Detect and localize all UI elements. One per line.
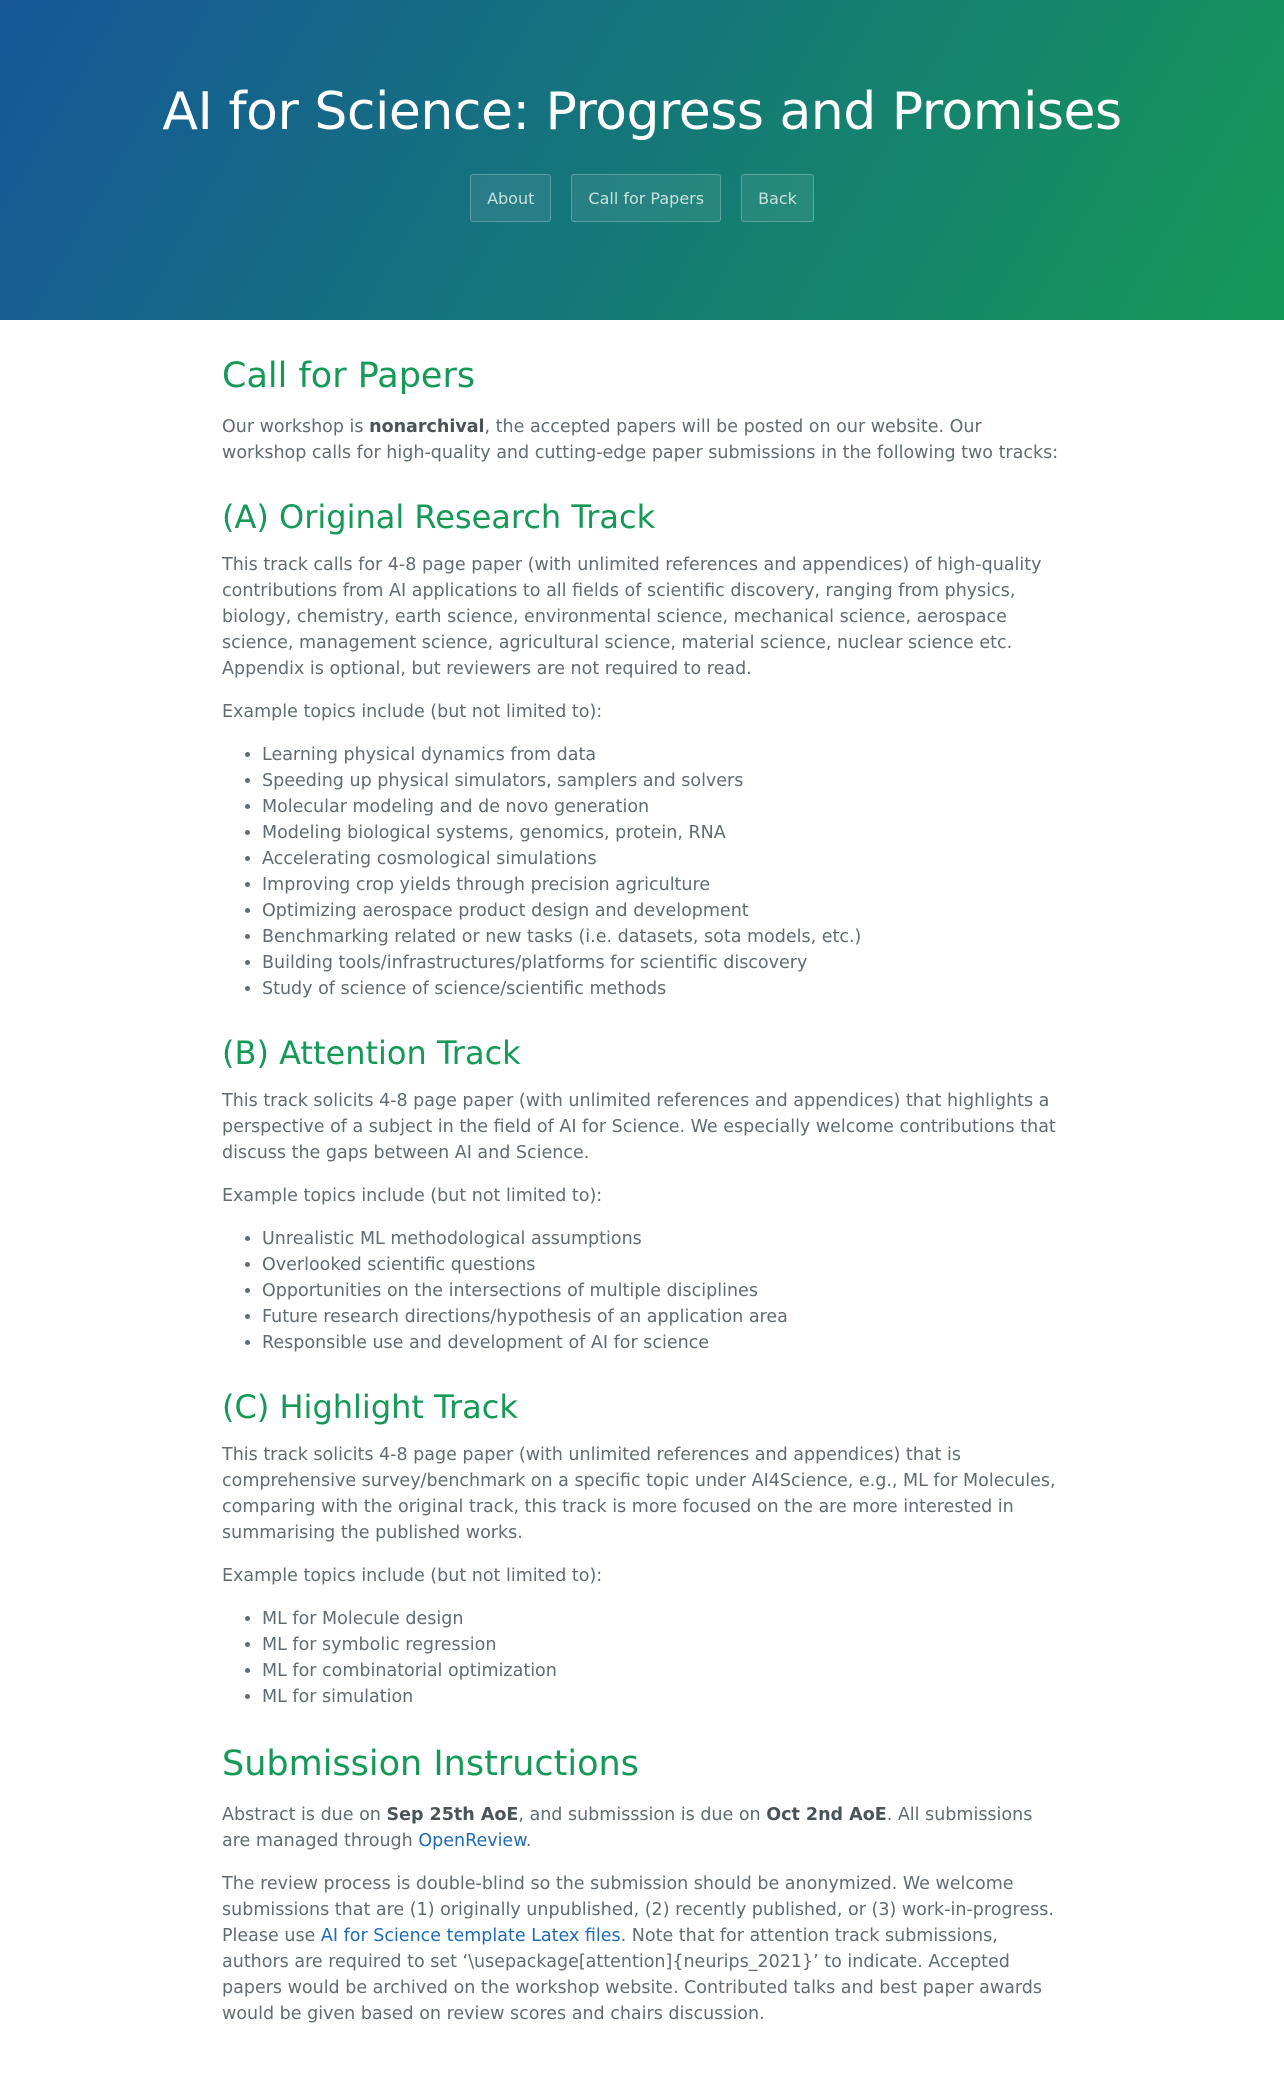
review-text: The review process is double-blind so the submission should be anonymized. We welcome submissions that are (1) originally unpublished, (2) recently published, or (3) work-in-progress. Please use xyxy=(222,1874,1054,1946)
list-item: • Molecular modeling and de novo generation xyxy=(262,794,1062,820)
nav-back-button[interactable]: Back xyxy=(741,174,814,222)
list-item: • Speeding up physical simulators, samplers and solvers xyxy=(262,768,1062,794)
list-item: • Benchmarking related or new tasks (i.e. datasets, sota models, etc.) xyxy=(262,924,1062,950)
header-nav xyxy=(0,174,1284,222)
list-item: • Optimizing aerospace product design and development xyxy=(262,898,1062,924)
nav-about-button[interactable]: About xyxy=(470,174,551,222)
list-item: • Study of science of science/scientific methods xyxy=(262,976,1062,1002)
review-process xyxy=(222,1871,1062,2027)
list-item: • Improving crop yields through precision agriculture xyxy=(262,872,1062,898)
deadline-text: Abstract is due on xyxy=(222,1805,387,1825)
track-c-topics-list xyxy=(222,1606,1062,1710)
review-text-2: . Note that for attention track submissions, authors are required to set ‘\usepackage[attention]{neurips_2021}’ to indicate. Accepted papers would be archived on the workshop website. Contributed talks and best paper awards would be given based on review scores and chairs discussion. xyxy=(222,1926,1043,2024)
list-item: • Opportunities on the intersections of multiple disciplines xyxy=(262,1278,1062,1304)
list-item: • Overlooked scientific questions xyxy=(262,1252,1062,1278)
nav-call-for-papers-button[interactable]: Call for Papers xyxy=(571,174,721,222)
cfp-intro-bold: nonarchival xyxy=(369,417,485,437)
deadline-text-2: , and submisssion is due on xyxy=(518,1805,767,1825)
list-item: • ML for symbolic regression xyxy=(262,1632,1062,1658)
list-item: • ML for combinatorial optimization xyxy=(262,1658,1062,1684)
track-b-description: This track solicits 4-8 page paper (with unlimited references and appendices) that highlights a perspective of a subject in the field of AI for Science. We especially welcome contributions that discuss the gaps between AI and Science. xyxy=(222,1091,1056,1163)
track-b-topics-intro: Example topics include (but not limited to): xyxy=(222,1186,603,1206)
submission-deadline: Oct 2nd AoE xyxy=(766,1805,887,1825)
list-item: • Responsible use and development of AI for science xyxy=(262,1330,1062,1356)
deadline-text-4: . xyxy=(525,1831,532,1851)
main-content xyxy=(222,354,1062,2027)
list-item: • Accelerating cosmological simulations xyxy=(262,846,1062,872)
track-a-topics-intro: Example topics include (but not limited to): xyxy=(222,702,603,722)
list-item: • Modeling biological systems, genomics, protein, RNA xyxy=(262,820,1062,846)
openreview-link[interactable]: OpenReview xyxy=(418,1831,526,1851)
track-a-heading: (A) Original Research Track xyxy=(222,498,656,536)
latex-template-link[interactable]: AI for Science template Latex files xyxy=(320,1926,621,1946)
page-header xyxy=(0,0,1284,320)
track-b-topics-list xyxy=(222,1226,1062,1356)
list-item: • Building tools/infrastructures/platforms for scientific discovery xyxy=(262,950,1062,976)
cfp-heading: Call for Papers xyxy=(222,356,476,396)
list-item: • Unrealistic ML methodological assumptions xyxy=(262,1226,1062,1252)
deadline-text-3: . All submissions are managed through xyxy=(222,1805,1033,1851)
track-a-topics-list xyxy=(222,742,1062,1002)
submission-heading: Submission Instructions xyxy=(222,1744,639,1784)
track-c-description: This track solicits 4-8 page paper (with unlimited references and appendices) that is comprehensive survey/benchmark on a specific topic under AI4Science, e.g., ML for Molecules, comparing with the original track, this track is more focused on the are more interested in summarising the published works. xyxy=(222,1445,1056,1543)
abstract-deadline: Sep 25th AoE xyxy=(386,1805,519,1825)
track-c-heading: (C) Highlight Track xyxy=(222,1388,518,1426)
track-a-description: This track calls for 4-8 page paper (with unlimited references and appendices) of high-quality contributions from AI applications to all fields of scientific discovery, ranging from physics, biology, chemistry, earth science, environmental science, mechanical science, aerospace science, management science, agricultural science, material science, nuclear science etc. Appendix is optional, but reviewers are not required to read. xyxy=(222,555,1042,679)
submission-deadlines xyxy=(222,1802,1062,1854)
track-b-heading: (B) Attention Track xyxy=(222,1034,521,1072)
track-c-topics-intro: Example topics include (but not limited to): xyxy=(222,1566,603,1586)
list-item: • Future research directions/hypothesis of an application area xyxy=(262,1304,1062,1330)
list-item: • ML for Molecule design xyxy=(262,1606,1062,1632)
cfp-intro-text-2: , the accepted papers will be posted on our website. Our workshop calls for high-quality and cutting-edge paper submissions in the following two tracks: xyxy=(222,417,1059,463)
list-item: • ML for simulation xyxy=(262,1684,1062,1710)
cfp-intro-text: Our workshop is xyxy=(222,417,370,437)
list-item: • Learning physical dynamics from data xyxy=(262,742,1062,768)
cfp-intro xyxy=(222,414,1062,466)
site-title: AI for Science: Progress and Promises xyxy=(162,82,1122,142)
